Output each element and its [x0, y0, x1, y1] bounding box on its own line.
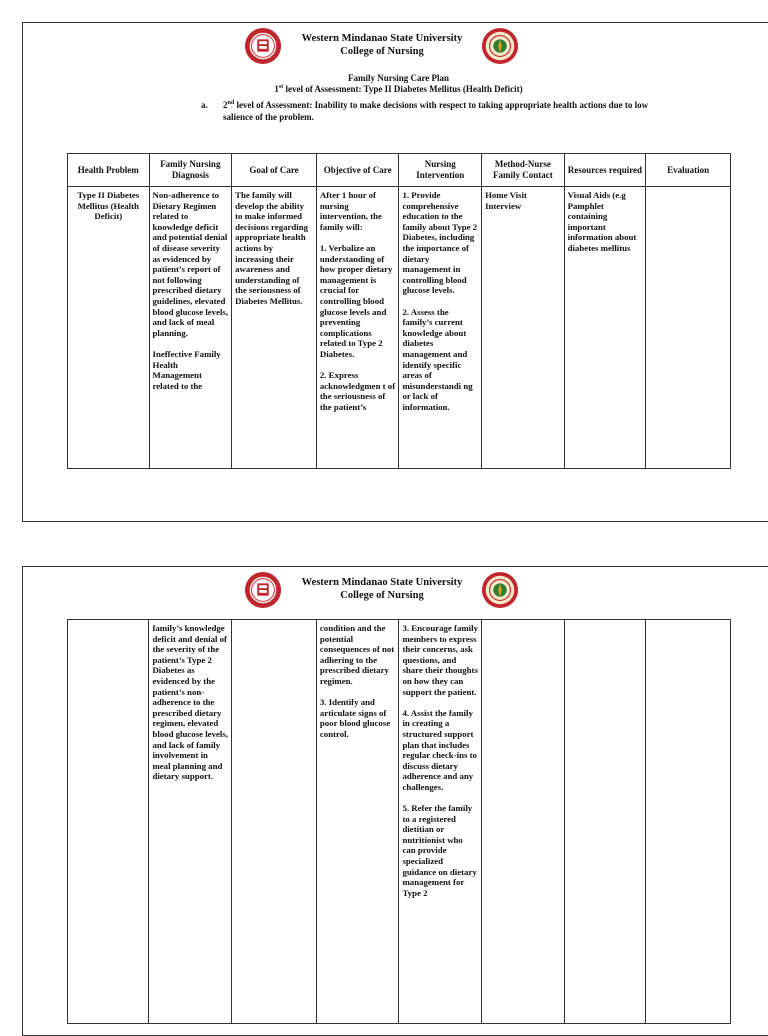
- table-row: [68, 620, 731, 1024]
- column-header: Evaluation: [646, 154, 731, 187]
- university-heading: [285, 32, 479, 58]
- health-problem-cell: [68, 620, 149, 1024]
- goal-cell: [232, 620, 317, 1024]
- table-row: [68, 187, 731, 469]
- intervention-cell: 1. Provide comprehensive education to the family about Type 2 Diabetes, including the importance of dietary management in controlling blood glucose levels. 2. Assess the family’s current knowledge about diabetes management and identify specific areas of misunderstandi ng or lack of information.: [399, 187, 482, 469]
- column-header: Nursing Intervention: [399, 154, 482, 187]
- care-plan-table: [67, 153, 731, 469]
- column-header: Health Problem: [68, 154, 150, 187]
- evaluation-cell: [646, 187, 731, 469]
- intervention-cell: 3. Encourage family members to express their concerns, ask questions, and share their thoughts on how they can support the patient. 4. Assist the family in creating a structured support plan that includes regular check-ins to discuss dietary adherence and any challenges. 5. Refer the family to a registered dietitian or nutritionist who can provide specialized guidance on dietary management for Type 2: [399, 620, 482, 1024]
- document-page-1: [22, 22, 768, 522]
- page-header: [23, 567, 768, 617]
- wmsu-seal-icon: [244, 571, 282, 609]
- college-name: College of Nursing: [340, 590, 424, 601]
- method-cell: Home Visit Interview: [482, 187, 565, 469]
- column-header: Family Nursing Diagnosis: [149, 154, 232, 187]
- objective-cell: After 1 hour of nursing intervention, the family will: 1. Verbalize an understanding of how proper dietary management is crucial for controlling blood glucose levels and preventing complications related to Type 2 Diabetes. 2. Express acknowledgmen t of the seriousness of the patient’s: [316, 187, 399, 469]
- method-cell: [482, 620, 565, 1024]
- diagnosis-cell: Non-adherence to Dietary Regimen related to knowledge deficit and potential denial of disease severity as evidenced by patient’s report of not following prescribed dietary guidelines, elevated blood glucose levels, and lack of meal planning. Ineffective Family Health Management related to the: [149, 187, 232, 469]
- university-name: Western Mindanao State University: [301, 577, 463, 588]
- diagnosis-cell: family’s knowledge deficit and denial of the severity of the patient’s Type 2 Diabetes as evidenced by the patient’s non-adherence to the prescribed dietary regimen, elevated blood glucose levels, and lack of family involvement in meal planning and dietary support.: [149, 620, 232, 1024]
- resources-cell: [564, 620, 645, 1024]
- college-of-nursing-seal-icon: [481, 27, 519, 65]
- goal-cell: The family will develop the ability to make informed decisions regarding appropriate health actions by increasing their awareness and understanding of the seriousness of Diabetes Mellitus.: [232, 187, 317, 469]
- level1-assessment: 1st level of Assessment: Type II Diabetes Mellitus (Health Deficit): [274, 84, 523, 94]
- level2-assessment: a. 2nd level of Assessment: Inability to make decisions with respect to taking appropriate health actions due to low salience of the problem.: [201, 100, 649, 122]
- table-header-row: [68, 154, 731, 187]
- college-name: College of Nursing: [340, 46, 424, 57]
- plan-title: Family Nursing Care Plan: [347, 73, 450, 83]
- care-plan-table-continued: [67, 619, 731, 1024]
- plan-titles: [23, 73, 768, 95]
- university-heading: [285, 576, 479, 602]
- objective-cell: condition and the potential consequences of not adhering to the prescribed dietary regimen. 3. Identify and articulate signs of poor blood glucose control.: [316, 620, 399, 1024]
- evaluation-cell: [646, 620, 731, 1024]
- list-marker: a.: [201, 100, 208, 110]
- page-header: [23, 23, 768, 73]
- column-header: Objective of Care: [316, 154, 399, 187]
- column-header: Goal of Care: [232, 154, 317, 187]
- wmsu-seal-icon: [244, 27, 282, 65]
- column-header: Method-Nurse Family Contact: [482, 154, 565, 187]
- document-page-2: [22, 566, 768, 1036]
- college-of-nursing-seal-icon: [481, 571, 519, 609]
- university-name: Western Mindanao State University: [301, 33, 463, 44]
- column-header: Resources required: [564, 154, 646, 187]
- resources-cell: Visual Aids (e.g Pamphlet containing important information about diabetes mellitus: [564, 187, 646, 469]
- health-problem-cell: Type II Diabetes Mellitus (Health Deficit): [68, 187, 150, 469]
